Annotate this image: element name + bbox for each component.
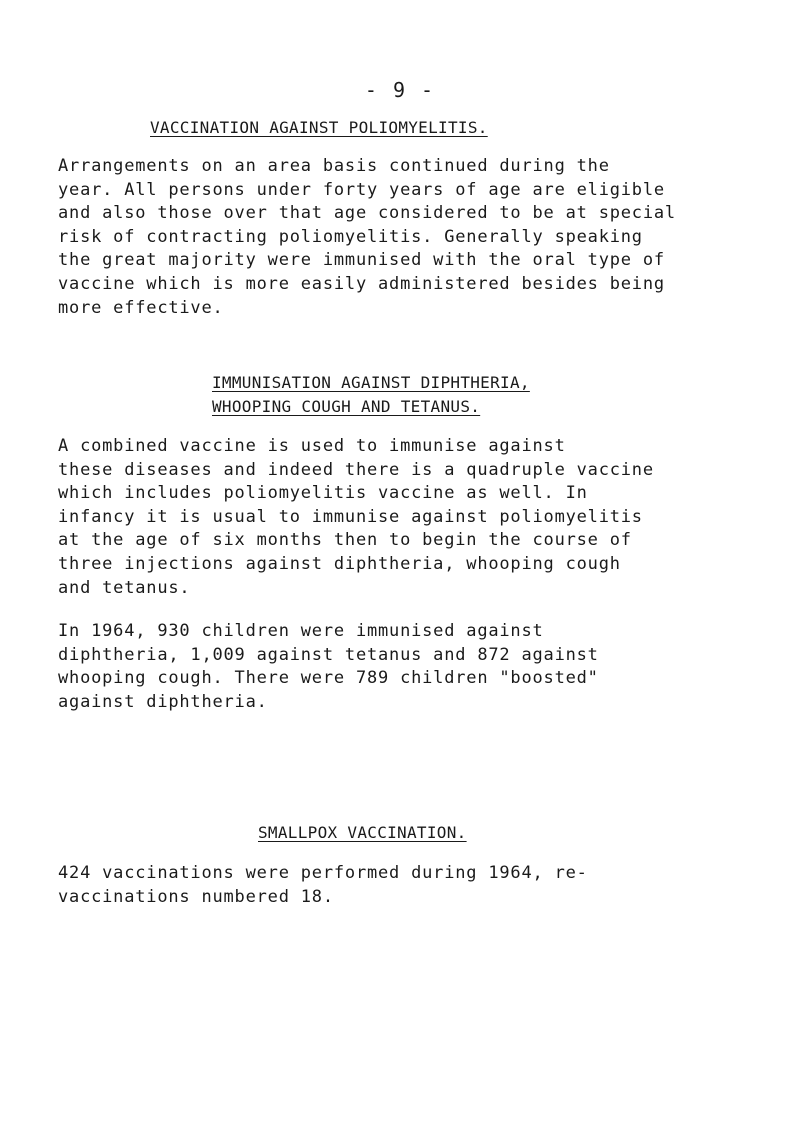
page-number: - 9 - — [364, 78, 436, 102]
paragraph-smallpox: 424 vaccinations were performed during 1964, re- vaccinations numbered 18. — [58, 863, 588, 907]
paragraph-immunisation-figures: In 1964, 930 children were immunised against diphtheria, 1,009 against tetanus and 872 against whooping cough. There were 789 children "boosted" against diphtheria. — [58, 621, 599, 712]
heading-diphtheria-line-1: IMMUNISATION AGAINST DIPHTHERIA, — [212, 373, 530, 392]
paragraph-poliomyelitis: Arrangements on an area basis continued during the year. All persons under forty years of age are eligible and also those over that age considered to be at special risk of contracting poliomyelitis. Generally speaking the great majority were immunised with the oral type of vaccine which is more easily administered besides being more effective. — [58, 156, 676, 318]
heading-poliomyelitis: VACCINATION AGAINST POLIOMYELITIS. — [150, 118, 488, 137]
paragraph-combined-vaccine: A combined vaccine is used to immunise against these diseases and indeed there is a quadruple vaccine which includes poliomyelitis vaccine as well. In infancy it is usual to immunise against poliomyelitis at the age of six months then to begin the course of three injections against diphtheria, whooping cough and tetanus. — [58, 436, 654, 598]
heading-smallpox: SMALLPOX VACCINATION. — [258, 823, 467, 842]
heading-diphtheria-line-2: WHOOPING COUGH AND TETANUS. — [212, 397, 481, 416]
